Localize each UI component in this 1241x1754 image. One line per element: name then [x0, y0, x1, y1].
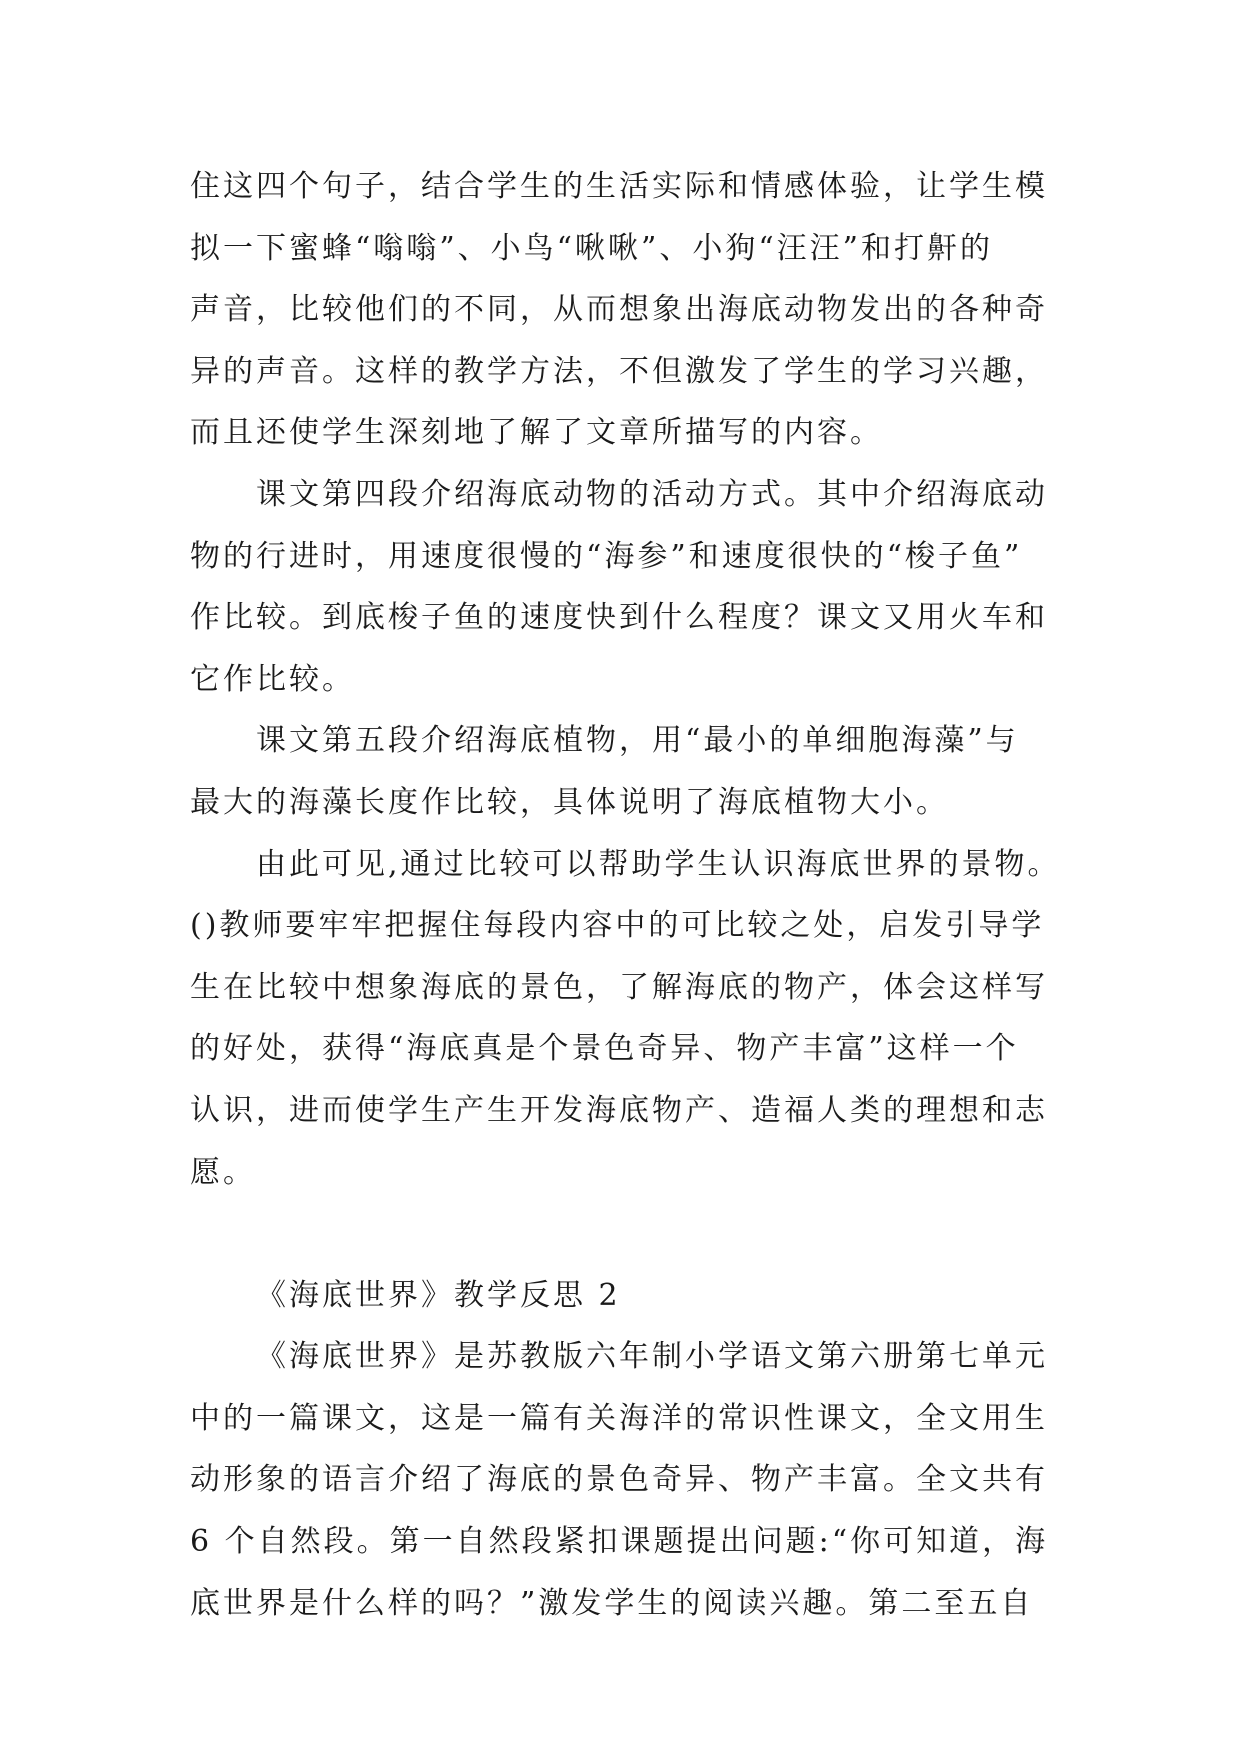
text-line: 生在比较中想象海底的景色，了解海底的物产，体会这样写 [190, 969, 1048, 1005]
text-line: 6 个自然段。第一自然段紧扣课题提出问题:“你可知道，海 [190, 1524, 1049, 1560]
section-heading: 《海底世界》教学反思 2 [256, 1277, 621, 1313]
text-line: 最大的海藻长度作比较，具体说明了海底植物大小。 [190, 784, 949, 820]
paragraph-start-line: 课文第四段介绍海底动物的活动方式。其中介绍海底动 [256, 476, 1048, 512]
text-line: 认识，进而使学生产生开发海底物产、造福人类的理想和志 [190, 1092, 1048, 1128]
text-line: 动形象的语言介绍了海底的景色奇异、物产丰富。全文共有 [190, 1462, 1048, 1498]
text-line: 愿。 [190, 1154, 256, 1190]
text-line: ()教师要牢牢把握住每段内容中的可比较之处，启发引导学 [190, 908, 1045, 944]
text-line: 它作比较。 [190, 661, 355, 697]
text-line: 中的一篇课文，这是一篇有关海洋的常识性课文，全文用生 [190, 1400, 1048, 1436]
text-line: 异的声音。这样的教学方法，不但激发了学生的学习兴趣， [190, 353, 1048, 389]
text-line: 底世界是什么样的吗？”激发学生的阅读兴趣。第二至五自 [190, 1585, 1034, 1621]
paragraph-start-line: 由此可见,通过比较可以帮助学生认识海底世界的景物。 [256, 846, 1061, 882]
text-line: 声音，比较他们的不同，从而想象出海底动物发出的各种奇 [190, 292, 1048, 328]
text-line: 物的行进时，用速度很慢的“海参”和速度很快的“梭子鱼” [190, 538, 1023, 574]
document-body [190, 156, 1061, 1634]
paragraph-start-line: 《海底世界》是苏教版六年制小学语文第六册第七单元 [256, 1339, 1048, 1375]
text-line: 作比较。到底梭子鱼的速度快到什么程度？课文又用火车和 [190, 600, 1048, 636]
text-line: 而且还使学生深刻地了解了文章所描写的内容。 [190, 415, 883, 451]
text-line: 的好处，获得“海底真是个景色奇异、物产丰富”这样一个 [190, 1031, 1019, 1067]
paragraph-start-line: 课文第五段介绍海底植物，用“最小的单细胞海藻”与 [256, 723, 1019, 759]
text-line: 拟一下蜜蜂“嗡嗡”、小鸟“啾啾”、小狗“汪汪”和打鼾的 [190, 230, 994, 266]
text-line: 住这四个句子，结合学生的生活实际和情感体验，让学生模 [190, 169, 1048, 204]
section-gap [190, 1203, 1052, 1265]
